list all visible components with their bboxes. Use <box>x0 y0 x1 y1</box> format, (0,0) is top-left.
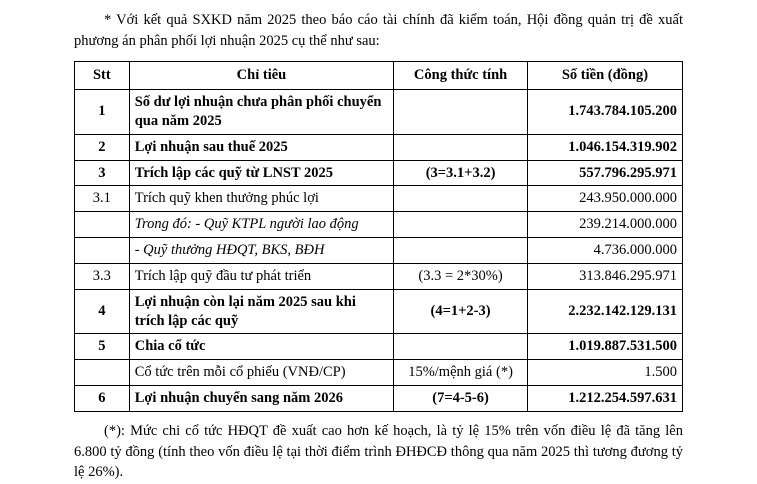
row-formula: (7=4-5-6) <box>394 386 528 412</box>
row-formula: 15%/mệnh giá (*) <box>394 360 528 386</box>
row-stt: 4 <box>75 289 130 334</box>
table-row <box>75 160 683 186</box>
row-stt: 3 <box>75 160 130 186</box>
row-formula: (3=3.1+3.2) <box>394 160 528 186</box>
row-item: Số dư lợi nhuận chưa phân phối chuyển qua năm 2025 <box>129 90 393 135</box>
column-header-stt: Stt <box>75 62 130 90</box>
row-stt <box>75 238 130 264</box>
row-formula <box>394 238 528 264</box>
row-stt <box>75 360 130 386</box>
row-item: Lợi nhuận chuyển sang năm 2026 <box>129 386 393 412</box>
row-stt: 3.3 <box>75 263 130 289</box>
row-formula <box>394 90 528 135</box>
row-amount: 557.796.295.971 <box>527 160 682 186</box>
row-item: - Quỹ thưởng HĐQT, BKS, BĐH <box>129 238 393 264</box>
row-amount: 1.212.254.597.631 <box>527 386 682 412</box>
row-amount: 4.736.000.000 <box>527 238 682 264</box>
row-item: Trích quỹ khen thưởng phúc lợi <box>129 186 393 212</box>
row-amount: 1.500 <box>527 360 682 386</box>
footnote-paragraph <box>74 421 683 483</box>
row-formula: (4=1+2-3) <box>394 289 528 334</box>
table-row <box>75 238 683 264</box>
table-row <box>75 289 683 334</box>
table-row <box>75 134 683 160</box>
row-item: Cổ tức trên mỗi cổ phiếu (VNĐ/CP) <box>129 360 393 386</box>
table-row <box>75 360 683 386</box>
row-amount: 1.743.784.105.200 <box>527 90 682 135</box>
table-row <box>75 334 683 360</box>
table-row <box>75 186 683 212</box>
intro-text: * Với kết quả SXKD năm 2025 theo báo cáo tài chính đã kiểm toán, Hội đồng quản trị đề xuất phương án phân phối lợi nhuận 2025 cụ thể như sau: <box>74 12 683 49</box>
row-item: Lợi nhuận sau thuế 2025 <box>129 134 393 160</box>
profit-distribution-table <box>74 61 683 412</box>
row-stt <box>75 212 130 238</box>
row-amount: 1.046.154.319.902 <box>527 134 682 160</box>
row-item: Lợi nhuận còn lại năm 2025 sau khi trích lập các quỹ <box>129 289 393 334</box>
row-stt: 1 <box>75 90 130 135</box>
row-formula <box>394 134 528 160</box>
row-formula <box>394 334 528 360</box>
row-formula <box>394 186 528 212</box>
row-formula: (3.3 = 2*30%) <box>394 263 528 289</box>
row-amount: 313.846.295.971 <box>527 263 682 289</box>
footnote-text: (*): Mức chi cổ tức HĐQT đề xuất cao hơn kế hoạch, là tỷ lệ 15% trên vốn điều lệ đã tăng lên 6.800 tỷ đồng (tính theo vốn điều lệ tại thời điểm trình ĐHĐCĐ thông qua năm 2025 thì tương đương tỷ lệ 26%). <box>74 422 683 481</box>
table-row <box>75 212 683 238</box>
row-stt: 6 <box>75 386 130 412</box>
row-item: Trích lập các quỹ từ LNST 2025 <box>129 160 393 186</box>
table-row <box>75 386 683 412</box>
column-header-amount: Số tiền (đồng) <box>527 62 682 90</box>
row-stt: 3.1 <box>75 186 130 212</box>
row-amount: 239.214.000.000 <box>527 212 682 238</box>
row-item: Trong đó: - Quỹ KTPL người lao động <box>129 212 393 238</box>
intro-paragraph <box>74 10 683 51</box>
table-header-row <box>75 62 683 90</box>
row-item: Trích lập quỹ đầu tư phát triển <box>129 263 393 289</box>
table-row <box>75 90 683 135</box>
column-header-formula: Công thức tính <box>394 62 528 90</box>
row-amount: 2.232.142.129.131 <box>527 289 682 334</box>
row-stt: 2 <box>75 134 130 160</box>
row-formula <box>394 212 528 238</box>
row-amount: 1.019.887.531.500 <box>527 334 682 360</box>
row-amount: 243.950.000.000 <box>527 186 682 212</box>
table-row <box>75 263 683 289</box>
row-item: Chia cổ tức <box>129 334 393 360</box>
column-header-item: Chỉ tiêu <box>129 62 393 90</box>
row-stt: 5 <box>75 334 130 360</box>
